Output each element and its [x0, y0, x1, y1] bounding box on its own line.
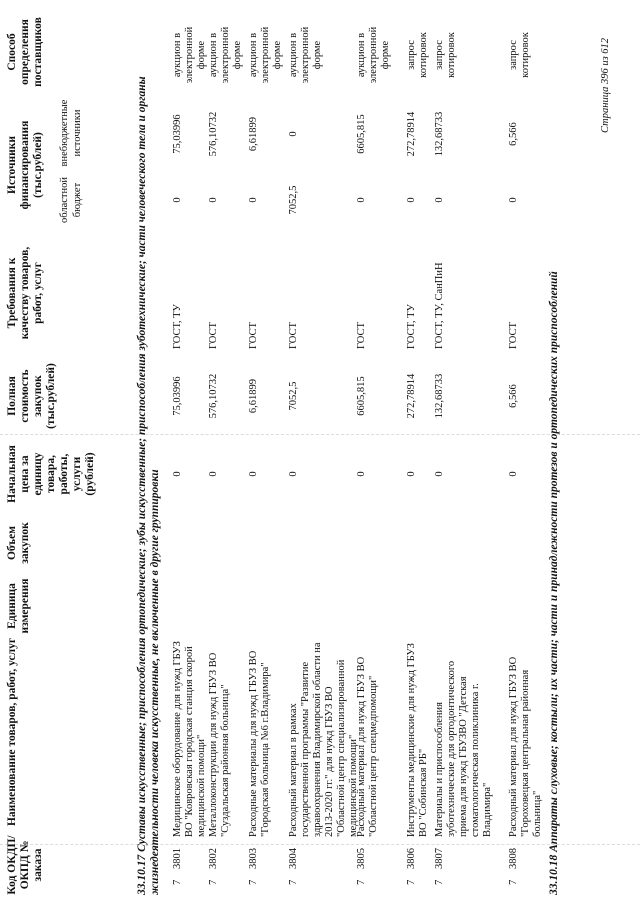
row-id: 3806 [406, 848, 417, 869]
section-code: 33.10.18 [548, 854, 560, 895]
section-text: Суставы искусственные; приспособления ортопедические; зубы искусственные; приспособления зуботехнические; части человеческого тела и органы жизнедеятельности человека искусственные, не включенные в другие группировки [136, 76, 161, 895]
row-total: 272,78914 [406, 373, 417, 419]
row-name: Расходные материалы для нужд ГБУЗ ВО "Городская больница №6 г.Владимира" [248, 650, 271, 837]
row-method: запрос котировок [434, 32, 457, 78]
header-method: Способ определения поставщиков [6, 17, 44, 87]
header-unit-price: Начальная цена за единицу товара, работы, услуги (рублей) [6, 445, 96, 503]
row-unit-price: 0 [248, 471, 259, 477]
row-method: аукцион в электронной форме [248, 26, 283, 84]
section-heading [548, 15, 561, 895]
header-volume: Объем закупок [6, 522, 31, 564]
row-method: аукцион в электронной форме [356, 26, 391, 84]
row-method: аукцион в электронной форме [208, 26, 243, 84]
row-total: 132,68733 [434, 373, 445, 419]
row-unit-price: 0 [208, 471, 219, 477]
row-name: Инструменты медицинские для нужд ГБУЗ ВО "Собинская РБ" [406, 643, 429, 837]
row-regional: 0 [508, 197, 519, 203]
row-name: Материалы и приспособления зуботехнические для ортодонтического приема для нужд ГБУЗВО "Детская стоматологическая поликлиника г. Владимира" [434, 660, 493, 837]
row-order: 7 [172, 879, 183, 885]
header-code: Код ОКДП/ ОКПД № заказа [6, 835, 44, 895]
row-regional: 0 [434, 197, 445, 203]
section-code: 33.10.17 [136, 854, 148, 895]
row-order: 7 [508, 879, 519, 885]
row-requirements: ГОСТ, ТУ [172, 304, 183, 349]
row-order: 7 [288, 879, 299, 885]
row-total: 6,61899 [248, 378, 259, 414]
row-method: аукцион в электронной форме [172, 26, 207, 84]
row-order: 7 [208, 879, 219, 885]
row-total: 6605,815 [356, 376, 367, 416]
row-id: 3803 [248, 848, 259, 869]
row-requirements: ГОСТ [288, 322, 299, 349]
row-order: 7 [406, 879, 417, 885]
row-name: Металлоконструкции для нужд ГБУЗ ВО "Суздальская районная больница" [208, 652, 231, 837]
scan-line [0, 844, 640, 845]
row-regional: 0 [172, 197, 183, 203]
row-offbudget: 6,566 [508, 122, 519, 146]
header-funding-offbudget: внебюджетные источники [59, 99, 83, 167]
row-name: Расходный материал для нужд ГБУЗ ВО "Гороховецкая центральная районная больница" [508, 656, 543, 837]
row-unit-price: 0 [172, 471, 183, 477]
row-offbudget: 75,03996 [172, 114, 183, 154]
header-name: Наименование товаров, работ, услуг [6, 637, 18, 827]
page-number: Страница 396 из 612 [600, 37, 611, 133]
section-heading [136, 15, 162, 895]
row-unit-price: 0 [434, 471, 445, 477]
row-name: Расходный материал в рамках государственной программы "Развитие здравоохранения Владимирской области на 2013-2020 гг." для нужд ГБУЗ ВО "Областной центр специализированной медицинской помощи" [288, 642, 359, 837]
row-requirements: ГОСТ, ТУ [406, 304, 417, 349]
scan-line [0, 434, 640, 435]
row-unit-price: 0 [288, 471, 299, 477]
row-id: 3807 [434, 848, 445, 869]
row-offbudget: 6,61899 [248, 116, 259, 152]
row-name: Медицинское оборудование для нужд ГБУЗ ВО "Ковровская городская станция скорой медицинской помощи" [172, 641, 207, 837]
row-total: 7052,5 [288, 381, 299, 411]
row-regional: 0 [208, 197, 219, 203]
row-regional: 0 [356, 197, 367, 203]
row-offbudget: 132,68733 [434, 111, 445, 157]
header-funding-regional: областной бюджет [59, 177, 83, 223]
section-text: Аппараты слуховые; костыли; их части; части и принадлежности протезов и ортопедических приспособлений [548, 271, 560, 852]
row-offbudget: 576,10732 [208, 111, 219, 157]
row-offbudget: 272,78914 [406, 111, 417, 157]
row-order: 7 [434, 879, 445, 885]
header-funding: Источники финансирования (тыс.рублей) [6, 120, 44, 210]
row-requirements: ГОСТ [208, 322, 219, 349]
row-order: 7 [356, 879, 367, 885]
row-unit-price: 0 [406, 471, 417, 477]
row-offbudget: 0 [288, 131, 299, 137]
row-requirements: ГОСТ [248, 322, 259, 349]
row-id: 3804 [288, 848, 299, 869]
row-order: 7 [248, 879, 259, 885]
row-total: 576,10732 [208, 373, 219, 419]
row-id: 3802 [208, 848, 219, 869]
row-requirements: ГОСТ [356, 322, 367, 349]
row-id: 3801 [172, 848, 183, 869]
row-id: 3808 [508, 848, 519, 869]
row-method: запрос котировок [406, 32, 429, 78]
row-regional: 0 [248, 197, 259, 203]
row-total: 6,566 [508, 384, 519, 408]
row-id: 3805 [356, 848, 367, 869]
header-unit: Единица измерения [6, 578, 31, 634]
row-regional: 7052,5 [288, 185, 299, 215]
row-unit-price: 0 [356, 471, 367, 477]
row-requirements: ГОСТ, ТУ, СанПиН [434, 262, 445, 349]
row-method: аукцион в электронной форме [288, 26, 323, 84]
row-unit-price: 0 [508, 471, 519, 477]
header-total-cost: Полная стоимость закупок (тыс.рублей) [6, 363, 57, 429]
row-total: 75,03996 [172, 376, 183, 416]
row-offbudget: 6605,815 [356, 114, 367, 154]
row-requirements: ГОСТ [508, 322, 519, 349]
row-method: запрос котировок [508, 32, 531, 78]
row-name: Расходный материал для нужд ГБУЗ ВО "Областной центр спецмедпомощи" [356, 656, 379, 837]
row-regional: 0 [406, 197, 417, 203]
header-requirements: Требования к качеству товаров, работ, услуг [6, 246, 44, 340]
